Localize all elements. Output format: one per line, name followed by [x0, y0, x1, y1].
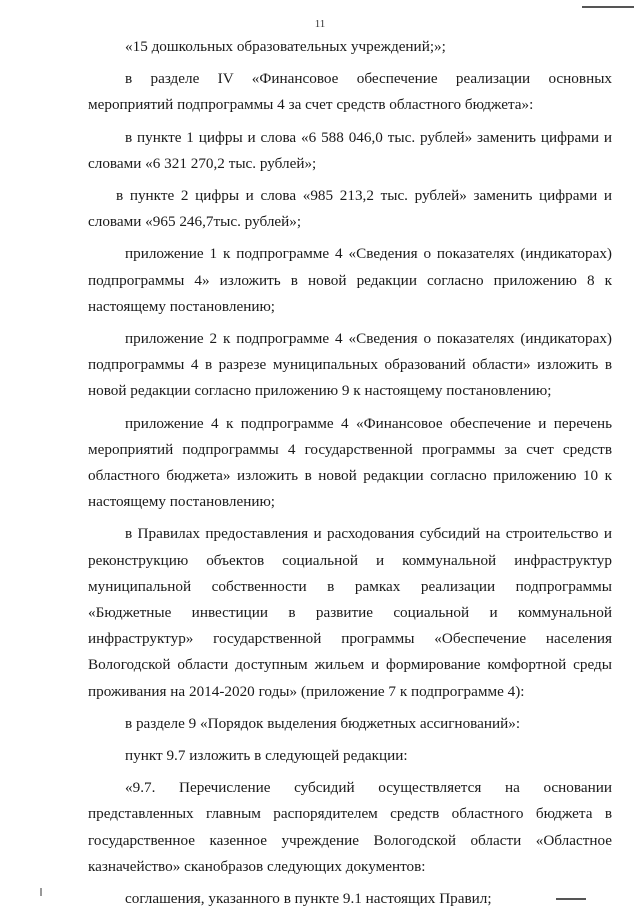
paragraph-4: в пункте 2 цифры и слова «985 213,2 тыс. рублей» заменить цифрами и словами «965 246,7тыс. рублей»; — [88, 187, 612, 231]
paragraph-8: в Правилах предоставления и расходования субсидий на строительство и реконструкцию объектов социальной и коммунальной инфраструктур муниципальной собственности в рамках реализации подпрограммы «Бюджетные инвестиции в развитие социальной и коммунальной инфраструктур» государственной программы «Обеспечение населения Вологодской области доступным жильем и формирование комфортной среды проживания на 2014-2020 годы» (приложение 7 к подпрограмме 4): — [88, 525, 612, 700]
paragraph-5: приложение 1 к подпрограмме 4 «Сведения о показателях (индикаторах) подпрограммы 4» изложить в новой редакции согласно приложению 8 к настоящему постановлению; — [88, 245, 612, 315]
scan-mark-top-right — [582, 6, 634, 8]
paragraph-12: соглашения, указанного в пункте 9.1 настоящих Правил; — [125, 890, 492, 908]
paragraph-9: в разделе 9 «Порядок выделения бюджетных ассигнований»: — [125, 714, 521, 732]
paragraph-1: «15 дошкольных образовательных учреждений;»; — [125, 38, 446, 55]
document-body — [88, 34, 612, 912]
page-number: 11 — [314, 18, 326, 30]
paragraph-2: в разделе IV «Финансовое обеспечение реализации основных мероприятий подпрограммы 4 за счет средств областного бюджета»: — [88, 70, 612, 114]
paragraph-7: приложение 4 к подпрограмме 4 «Финансовое обеспечение и перечень мероприятий подпрограммы 4 государственной программы за счет средств областного бюджета» изложить в новой редакции согласно приложению 10 к настоящему постановлению; — [88, 414, 612, 511]
paragraph-10: пункт 9.7 изложить в следующей редакции: — [125, 747, 408, 765]
paragraph-3: в пункте 1 цифры и слова «6 588 046,0 тыс. рублей» заменить цифрами и словами «6 321 270,2 тыс. рублей»; — [88, 128, 612, 172]
paragraph-6: приложение 2 к подпрограмме 4 «Сведения о показателях (индикаторах) подпрограммы 4 в разрезе муниципальных образований области» изложить в новой редакции согласно приложению 9 к настоящему постановлению; — [88, 330, 612, 400]
paragraph-11: «9.7. Перечисление субсидий осуществляется на основании представленных главным распорядителем средств областного бюджета в государственное казенное учреждение Вологодской области «Областное казначейство» сканобразов следующих документов: — [88, 779, 612, 875]
scan-mark-bottom-left — [40, 888, 42, 896]
